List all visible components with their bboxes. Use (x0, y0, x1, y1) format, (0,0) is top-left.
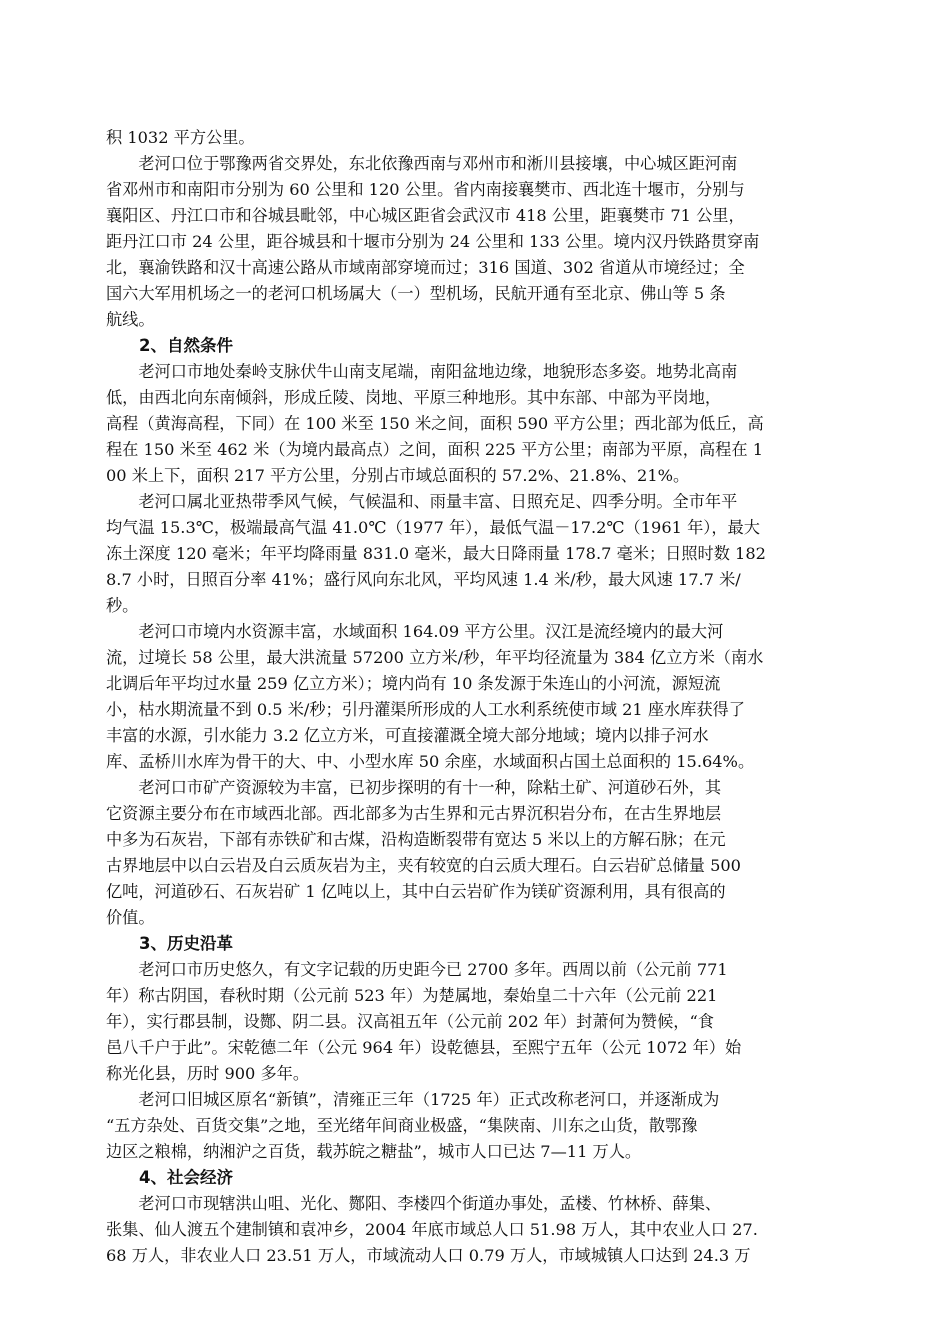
body-text-line: 流，过境长 58 公里，最大洪流量 57200 立方米/秒，年平均径流量为 384 亿立方米（南水 (106, 648, 764, 667)
body-text-line: 北，襄渝铁路和汉十高速公路从市域南部穿境而过；316 国道、302 省道从市境经过；全 (106, 258, 745, 277)
body-text-line: 价值。 (106, 908, 155, 927)
body-text-line: 00 米上下，面积 217 平方公里，分别占市域总面积的 57.2%、21.8%、21%。 (106, 466, 690, 485)
body-text-line: 老河口旧城区原名“新镇”，清雍正三年（1725 年）正式改称老河口，并逐渐成为 (106, 1090, 720, 1109)
body-text-line: 张集、仙人渡五个建制镇和袁冲乡，2004 年底市域总人口 51.98 万人，其中农业人口 27. (106, 1220, 758, 1239)
body-text-line: 年），实行郡县制，设酂、阴二县。汉高祖五年（公元前 202 年）封萧何为赞候，“食 (106, 1012, 714, 1031)
body-text-line: 老河口市历史悠久，有文字记载的历史距今已 2700 多年。西周以前（公元前 771 (106, 960, 728, 979)
body-text-line: 积 1032 平方公里。 (106, 128, 255, 147)
body-text-line: 秒。 (106, 596, 139, 615)
section-heading: 2、自然条件 (106, 336, 233, 355)
body-text-line: 均气温 15.3℃，极端最高气温 41.0℃（1977 年），最低气温－17.2℃（1961 年），最大 (106, 518, 760, 537)
body-text-line: 高程（黄海高程，下同）在 100 米至 150 米之间，面积 590 平方公里；西北部为低丘，高 (106, 414, 764, 433)
body-text-line: 小，枯水期流量不到 0.5 米/秒；引丹灌渠所形成的人工水利系统使市域 21 座水库获得了 (106, 700, 745, 719)
body-text-line: “五方杂处、百货交集”之地，至光绪年间商业极盛，“集陕南、川东之山货，散鄂豫 (106, 1116, 698, 1135)
body-text-line: 老河口属北亚热带季风气候，气候温和、雨量丰富、日照充足、四季分明。全市年平 (106, 492, 738, 511)
section-heading: 4、社会经济 (106, 1168, 233, 1187)
body-text-line: 古界地层中以白云岩及白云质灰岩为主，夹有较宽的白云质大理石。白云岩矿总储量 500 (106, 856, 741, 875)
body-text-line: 国六大军用机场之一的老河口机场属大（一）型机场，民航开通有至北京、佛山等 5 条 (106, 284, 726, 303)
body-text-line: 距丹江口市 24 公里，距谷城县和十堰市分别为 24 公里和 133 公里。境内汉丹铁路贯穿南 (106, 232, 760, 251)
section-heading: 3、历史沿革 (106, 934, 233, 953)
body-text-line: 它资源主要分布在市域西北部。西北部多为古生界和元古界沉积岩分布，在古生界地层 (106, 804, 722, 823)
body-text-line: 省邓州市和南阳市分别为 60 公里和 120 公里。省内南接襄樊市、西北连十堰市，分别与 (106, 180, 745, 199)
body-text-line: 亿吨，河道砂石、石灰岩矿 1 亿吨以上，其中白云岩矿作为镁矿资源利用，具有很高的 (106, 882, 726, 901)
body-text-line: 邑八千户于此”。宋乾德二年（公元 964 年）设乾德县，至熙宁五年（公元 1072 年）始 (106, 1038, 742, 1057)
body-text-line: 68 万人，非农业人口 23.51 万人，市域流动人口 0.79 万人，市域城镇人口达到 24.3 万 (106, 1246, 751, 1265)
body-text-line: 边区之粮棉，纳湘沪之百货，载苏皖之糖盐”，城市人口已达 7—11 万人。 (106, 1142, 642, 1161)
body-text-line: 航线。 (106, 310, 155, 329)
body-text-line: 中多为石灰岩，下部有赤铁矿和古煤，沿构造断裂带有宽达 5 米以上的方解石脉；在元 (106, 830, 726, 849)
body-text-line: 老河口位于鄂豫两省交界处，东北依豫西南与邓州市和淅川县接壤，中心城区距河南 (106, 154, 738, 173)
body-text-line: 年）称古阴国，春秋时期（公元前 523 年）为楚属地，秦始皇二十六年（公元前 221 (106, 986, 718, 1005)
body-text-line: 老河口市现辖洪山咀、光化、酂阳、李楼四个街道办事处，孟楼、竹林桥、薛集、 (106, 1194, 722, 1213)
body-text-line: 称光化县，历时 900 多年。 (106, 1064, 310, 1083)
body-text-line: 北调后年平均过水量 259 亿立方米）；境内尚有 10 条发源于朱连山的小河流，源短流 (106, 674, 721, 693)
body-text-line: 低，由西北向东南倾斜，形成丘陵、岗地、平原三种地形。其中东部、中部为平岗地， (106, 388, 722, 407)
body-text-line: 程在 150 米至 462 米（为境内最高点）之间，面积 225 平方公里；南部为平原，高程在 1 (106, 440, 764, 459)
body-text-line: 襄阳区、丹江口市和谷城县毗邻，中心城区距省会武汉市 418 公里，距襄樊市 71 公里， (106, 206, 745, 225)
body-text-line: 老河口市境内水资源丰富，水域面积 164.09 平方公里。汉江是流经境内的最大河 (106, 622, 724, 641)
body-text-line: 老河口市地处秦岭支脉伏牛山南支尾端，南阳盆地边缘，地貌形态多姿。地势北高南 (106, 362, 738, 381)
body-text-line: 丰富的水源，引水能力 3.2 亿立方米，可直接灌溉全境大部分地域；境内以排子河水 (106, 726, 709, 745)
body-text-line: 老河口市矿产资源较为丰富，已初步探明的有十一种，除粘土矿、河道砂石外，其 (106, 778, 722, 797)
body-text-line: 库、孟桥川水库为骨干的大、中、小型水库 50 余座，水域面积占国土总面积的 15.64%。 (106, 752, 755, 771)
body-text-line: 8.7 小时，日照百分率 41%；盛行风向东北风，平均风速 1.4 米/秒，最大风速 17.7 米/ (106, 570, 741, 589)
body-text-line: 冻土深度 120 毫米；年平均降雨量 831.0 毫米，最大日降雨量 178.7 毫米；日照时数 182 (106, 544, 766, 563)
